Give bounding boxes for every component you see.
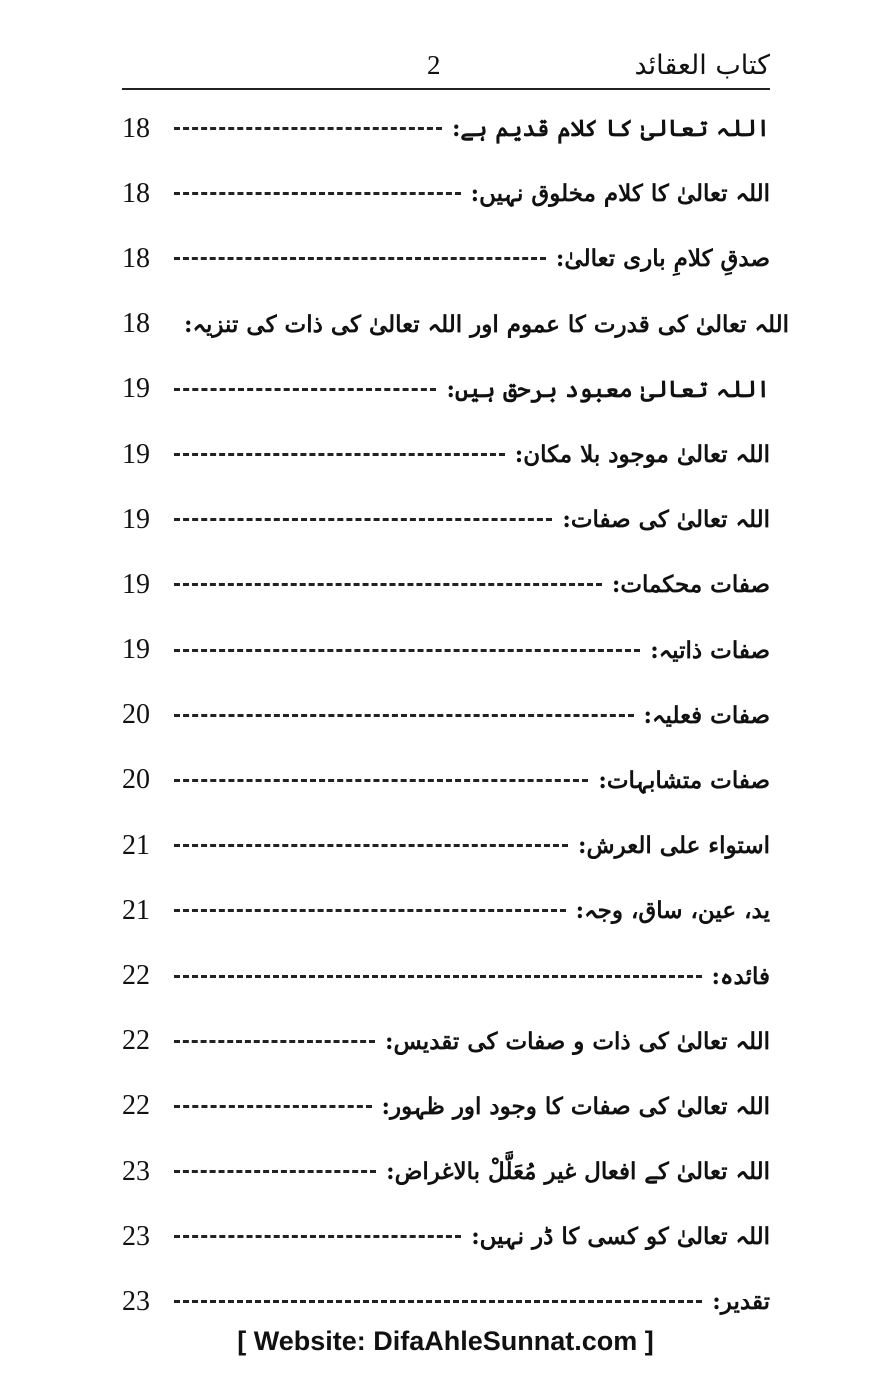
toc-row	[122, 1269, 770, 1334]
toc-page-number: 22	[122, 1025, 150, 1057]
toc-entry-title: صفات فعلیہ:	[643, 701, 770, 729]
toc-row	[122, 552, 770, 617]
dot-leader	[174, 192, 461, 195]
page-number: 2	[427, 50, 441, 80]
toc-page-number: 23	[122, 1155, 150, 1187]
toc-entry-title: صفات محکمات:	[611, 571, 770, 599]
toc-entry-title: اللہ تعالیٰ موجود بلا مکان:	[514, 441, 770, 469]
toc-page-number: 19	[122, 568, 150, 600]
toc-row	[122, 1074, 770, 1139]
toc-entry-title: استواء علی العرش:	[578, 832, 770, 860]
toc-row	[122, 292, 790, 357]
dot-leader	[174, 257, 546, 260]
toc-row	[122, 813, 770, 878]
toc-entry-title: اللہ تعالیٰ معبود برحق ہیں:	[446, 375, 770, 403]
toc-row	[122, 226, 770, 291]
dot-leader	[174, 909, 566, 912]
dot-leader	[174, 714, 634, 717]
toc-page-number: 22	[122, 1090, 150, 1122]
toc-entry-title: اللہ تعالیٰ کی صفات:	[562, 506, 770, 534]
toc-page-number: 21	[122, 829, 150, 861]
website-footer: [ Website: DifaAhleSunnat.com ]	[237, 1326, 654, 1356]
toc-page-number: 18	[122, 112, 150, 144]
toc-row	[122, 878, 770, 943]
dot-leader	[174, 388, 436, 391]
dot-leader	[174, 1300, 702, 1303]
toc-entry-title: صفات ذاتیہ:	[650, 636, 770, 664]
toc-entry-title: صفات متشابہات:	[598, 766, 770, 794]
toc-page-number: 22	[122, 960, 150, 992]
toc-row	[122, 422, 770, 487]
toc-page-number: 20	[122, 764, 150, 796]
toc-page-number: 18	[122, 242, 150, 274]
toc-entry-title: اللہ تعالیٰ کی ذات و صفات کی تقدیس:	[384, 1027, 770, 1055]
toc-entry-title: اللہ تعالیٰ کو کسی کا ڈر نہیں:	[471, 1223, 770, 1251]
dot-leader	[174, 518, 552, 521]
header-rule	[122, 88, 770, 90]
toc-row	[122, 1204, 770, 1269]
toc-row	[122, 357, 770, 422]
toc-page-number: 19	[122, 503, 150, 535]
toc-entry-title: تقدیر:	[712, 1288, 770, 1316]
toc-page-number: 23	[122, 1285, 150, 1317]
toc-page-number: 19	[122, 373, 150, 405]
toc-row	[122, 943, 770, 1008]
toc-row	[122, 1009, 770, 1074]
dot-leader	[174, 1170, 376, 1173]
dot-leader	[174, 1040, 375, 1043]
dot-leader	[174, 975, 702, 978]
toc-row	[122, 1139, 770, 1204]
toc-row	[122, 96, 770, 161]
toc-entry-title: اللہ تعالیٰ کی صفات کا وجود اور ظہور:	[381, 1092, 770, 1120]
dot-leader	[174, 583, 602, 586]
toc-row	[122, 487, 770, 552]
toc-entry-title: صدقِ کلامِ باری تعالیٰ:	[555, 245, 770, 273]
toc-entry-title: ید، عین، ساق، وجہ:	[575, 897, 770, 925]
dot-leader	[174, 649, 640, 652]
toc-page-number: 23	[122, 1220, 150, 1252]
table-of-contents	[122, 96, 790, 1335]
toc-page-number: 20	[122, 699, 150, 731]
toc-entry-title: فائدہ:	[711, 962, 770, 990]
dot-leader	[174, 453, 505, 456]
dot-leader	[174, 844, 568, 847]
toc-page-number: 21	[122, 894, 150, 926]
dot-leader	[174, 127, 442, 130]
dot-leader	[174, 1105, 372, 1108]
dot-leader	[174, 1235, 461, 1238]
toc-entry-title: اللہ تعالیٰ کی قدرت کا عموم اور اللہ تعالیٰ کی ذات کی تنزیہ:	[184, 310, 790, 338]
toc-page-number: 19	[122, 438, 150, 470]
toc-row	[122, 161, 770, 226]
toc-row	[122, 618, 770, 683]
toc-row	[122, 683, 770, 748]
toc-entry-title: اللہ تعالیٰ کا کلام قدیم ہے:	[451, 115, 770, 143]
toc-entry-title: اللہ تعالیٰ کے افعال غیر مُعَلَّلْ بالاغراض:	[386, 1158, 770, 1186]
dot-leader	[174, 779, 588, 782]
toc-entry-title: اللہ تعالیٰ کا کلام مخلوق نہیں:	[470, 180, 770, 208]
toc-page-number: 18	[122, 177, 150, 209]
toc-page-number: 18	[122, 308, 150, 340]
book-title: کتاب العقائد	[634, 50, 770, 81]
toc-page-number: 19	[122, 634, 150, 666]
toc-row	[122, 748, 770, 813]
page-header	[122, 44, 770, 86]
